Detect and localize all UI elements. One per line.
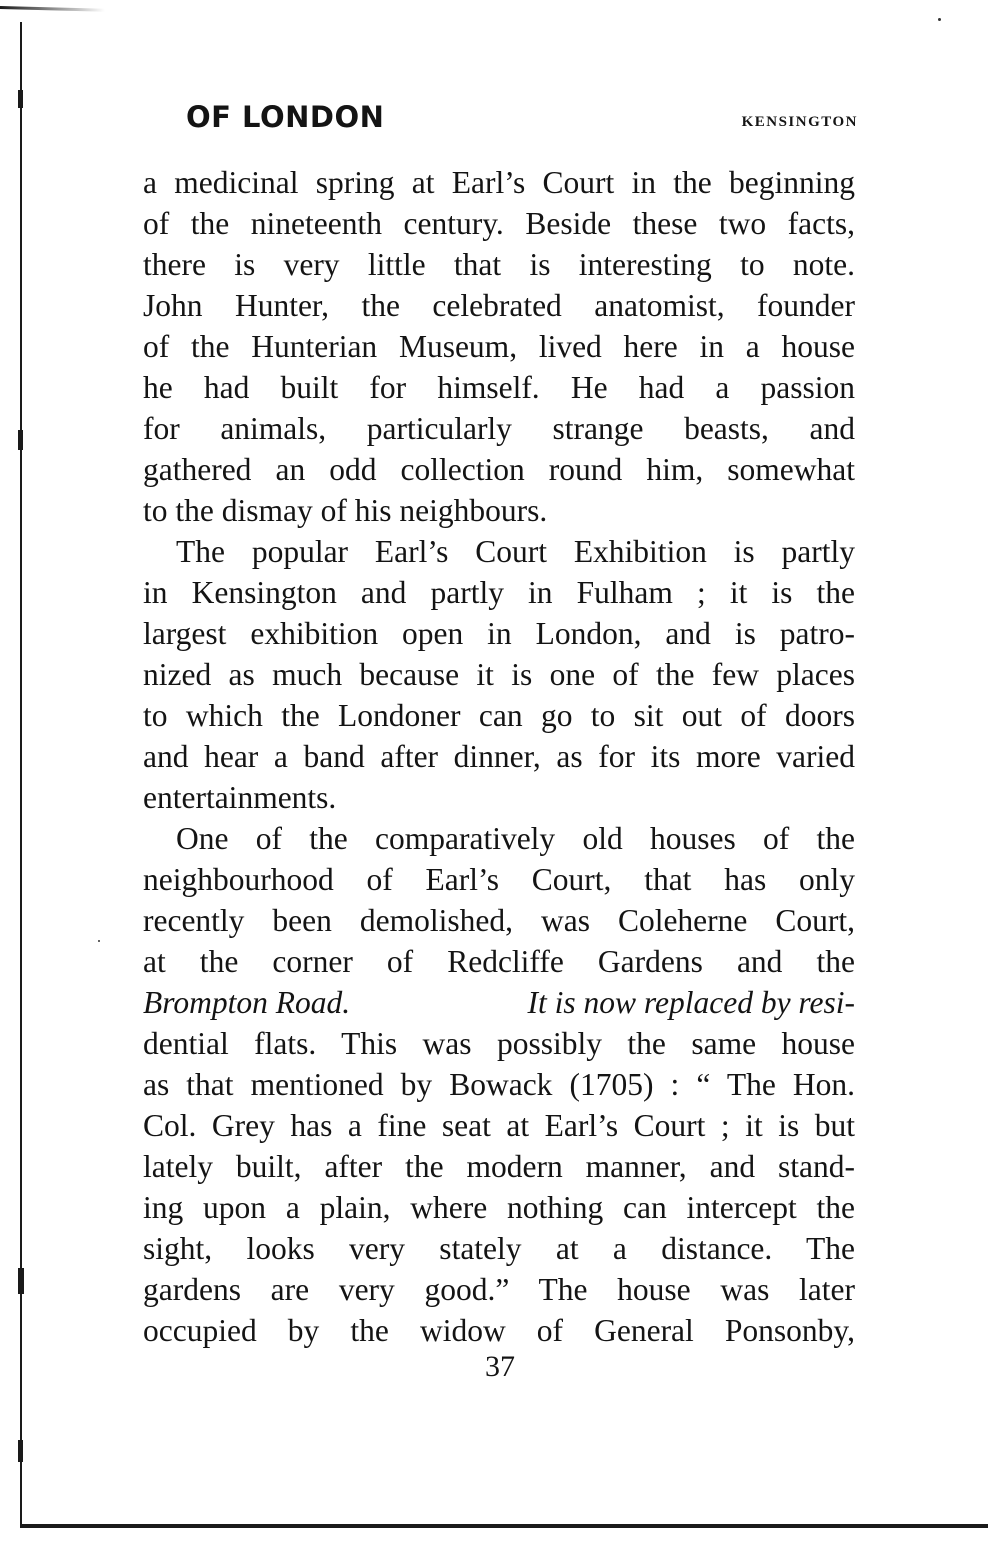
- text-line: of the Hunterian Museum, lived here in a house: [143, 329, 855, 364]
- scan-mark: [18, 1268, 24, 1294]
- text-line: gardens are very good.” The house was later: [143, 1272, 855, 1307]
- running-head: [186, 100, 858, 144]
- text-line: sight, looks very stately at a distance. The: [143, 1231, 855, 1266]
- text-line: in Kensington and partly in Fulham ; it is the: [143, 575, 855, 610]
- running-head-section: KENSINGTON: [741, 114, 858, 130]
- body-text: [143, 162, 855, 1351]
- text-line: lately built, after the modern manner, and stand-: [143, 1149, 855, 1184]
- text-line: a medicinal spring at Earl’s Court in the beginning: [143, 165, 855, 200]
- scan-edge-left: [20, 22, 22, 1527]
- text-line: nized as much because it is one of the few places: [143, 657, 855, 692]
- scan-edge-bottom: [20, 1524, 988, 1528]
- text-line: gathered an odd collection round him, somewhat: [143, 452, 855, 487]
- text-line: he had built for himself. He had a passion: [143, 370, 855, 405]
- scan-edge-top-left: [0, 6, 105, 12]
- text-line: One of the comparatively old houses of the: [176, 821, 855, 856]
- text-line-mixed: [143, 982, 855, 1023]
- text-fragment: It is now replaced by resi-: [527, 985, 855, 1020]
- text-line: as that mentioned by Bowack (1705) : “ The Hon.: [143, 1067, 855, 1102]
- text-line: neighbourhood of Earl’s Court, that has only: [143, 862, 855, 897]
- text-line: there is very little that is interesting to note.: [143, 247, 855, 282]
- text-line: occupied by the widow of General Ponsonby,: [143, 1313, 855, 1348]
- text-line: Col. Grey has a fine seat at Earl’s Court ; it is but: [143, 1108, 855, 1143]
- text-line: for animals, particularly strange beasts, and: [143, 411, 855, 446]
- text-line: to the dismay of his neighbours.: [143, 493, 548, 528]
- text-line: John Hunter, the celebrated anatomist, founder: [143, 288, 855, 323]
- text-line: recently been demolished, was Coleherne Court,: [143, 903, 855, 938]
- text-line: at the corner of Redcliffe Gardens and the: [143, 944, 855, 979]
- text-line: largest exhibition open in London, and is patro-: [143, 616, 855, 651]
- scan-mark: [18, 1440, 23, 1462]
- text-line: entertainments.: [143, 780, 337, 815]
- text-line: to which the Londoner can go to sit out of doors: [143, 698, 855, 733]
- text-line: dential flats. This was possibly the same house: [143, 1026, 855, 1061]
- italic-place-name: Brompton Road.: [143, 985, 351, 1020]
- running-head-title: OF LONDON: [186, 100, 385, 134]
- text-line: of the nineteenth century. Beside these two facts,: [143, 206, 855, 241]
- scan-mark: [18, 90, 23, 108]
- scan-mark: [18, 430, 23, 450]
- text-line: The popular Earl’s Court Exhibition is partly: [176, 534, 855, 569]
- text-line: ing upon a plain, where nothing can intercept the: [143, 1190, 855, 1225]
- scan-speck: [938, 18, 941, 21]
- page-number: 37: [485, 1350, 515, 1383]
- text-line: and hear a band after dinner, as for its more varied: [143, 739, 855, 774]
- scan-speck: [98, 940, 100, 942]
